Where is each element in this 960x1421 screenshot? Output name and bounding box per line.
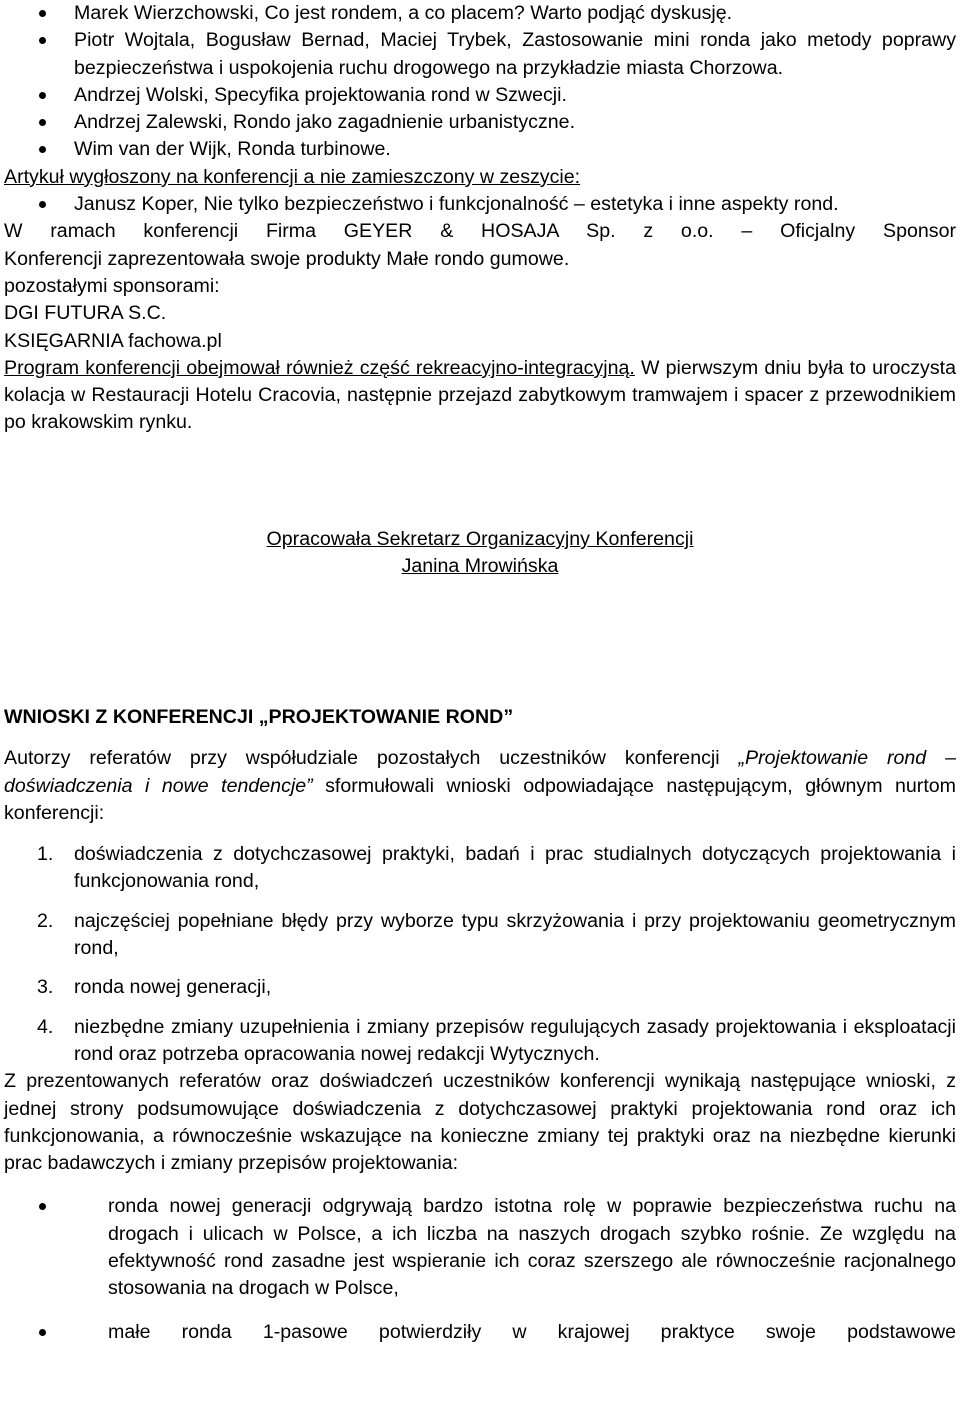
list-text: doświadczenia z dotychczasowej praktyki, badań i prac studialnych dotyczących projektowania i funkcjonowania rond, (74, 843, 956, 893)
list-item: Wim van der Wijk, Ronda turbinowe. (4, 136, 956, 163)
list-item (4, 974, 956, 1001)
program-rest: W pierwszym dniu była to uroczysta kolacja w Restauracji Hotelu Cracovia, następnie przejazd zabytkowym tramwajem i spacer z przewodnikiem po krakowskim rynku. (4, 356, 956, 434)
summary-paragraph: Z prezentowanych referatów oraz doświadczeń uczestników konferencji wynikają następujące wnioski, z jednej strony podsumowujące doświadczenia z dotychczasowej praktyki projektowania rond oraz ich funkcjonowania, a równocześnie wskazujące na konieczne zmiany tej praktyki oraz na niezbędne kierunki prac badawczych i zmiany przepisów projektowania: (4, 1070, 956, 1175)
signature-line-1: Opracowała Sekretarz Organizacyjny Konferencji (266, 528, 694, 550)
list-item (4, 1014, 956, 1069)
list-number: 3. (37, 976, 54, 999)
conclusions-numbered-list (4, 841, 956, 1068)
signature-block (4, 526, 956, 581)
intro-before: Autorzy referatów przy współudziale pozostałych uczestników konferencji (4, 747, 739, 770)
list-item (4, 841, 956, 896)
list-item (4, 908, 956, 963)
list-item: Janusz Koper, Nie tylko bezpieczeństwo i funkcjonalność – estetyka i inne aspekty rond. (4, 191, 956, 218)
intro-after: sformułowali wnioski odpowiadające następującym, głównym nurtom konferencji: (4, 774, 956, 824)
program-paragraph (4, 355, 956, 437)
list-text: niezbędne zmiany uzupełnienia i zmiany przepisów regulujących zasady projektowania i eksploatacji rond oraz potrzeba opracowania nowej redakcji Wytycznych. (74, 1015, 956, 1065)
conclusions-intro (4, 745, 956, 827)
list-text: ronda nowej generacji, (74, 976, 272, 999)
signature-line-2: Janina Mrowińska (401, 555, 559, 578)
list-number: 4. (37, 1015, 54, 1038)
list-item: ronda nowej generacji odgrywają bardzo istotna rolę w poprawie bezpieczeństwa ruchu na drogach i ulicach w Polsce, a ich liczba na naszych drogach szybko rośnie. Ze względu na efektywność rond zasadne jest wspieranie ich coraz szerszego ale równocześnie racjonalnego stosowania na drogach w Polsce, (4, 1193, 956, 1302)
list-number: 1. (37, 843, 54, 866)
program-underlined: Program konferencji obejmował również część rekreacyjno-integracyjną. (4, 356, 635, 379)
conference-title-italic: „Projektowanie rond – doświadczenia i nowe tendencje” (4, 747, 956, 797)
references-list (4, 0, 956, 164)
other-sponsors-label: pozostałymi sponsorami: (4, 274, 220, 297)
list-item: Marek Wierzchowski, Co jest rondem, a co placem? Warto podjąć dyskusję. (4, 0, 956, 27)
list-item: Andrzej Zalewski, Rondo jako zagadnienie urbanistyczne. (4, 109, 956, 136)
references-list-block (4, 0, 956, 437)
unpublished-heading: Artykuł wygłoszony na konferencji a nie zamieszczony w zeszycie: (4, 165, 581, 188)
list-item: Andrzej Wolski, Specyfika projektowania rond w Szwecji. (4, 82, 956, 109)
unpublished-list (4, 191, 956, 218)
sponsor-name: KSIĘGARNIA fachowa.pl (4, 329, 222, 352)
list-item: Piotr Wojtala, Bogusław Bernad, Maciej Trybek, Zastosowanie mini ronda jako metody poprawy bezpieczeństwa i uspokojenia ruchu drogowego na przykładzie miasta Chorzowa. (4, 27, 956, 82)
conclusions-block (4, 704, 956, 1346)
conclusions-title: WNIOSKI Z KONFERENCJI „PROJEKTOWANIE ROND” (4, 706, 514, 728)
list-text: najczęściej popełniane błędy przy wyborze typu skrzyżowania i przy projektowaniu geometrycznym rond, (74, 909, 956, 960)
sponsor-line-2: Konferencji zaprezentowała swoje produkty Małe rondo gumowe. (4, 247, 570, 270)
findings-list (4, 1193, 956, 1345)
sponsor-line-1: W ramach konferencji Firma GEYER & HOSAJA Sp. z o.o. – Oficjalny Sponsor (4, 220, 956, 243)
list-item: małe ronda 1-pasowe potwierdziły w krajowej praktyce swoje podstawowe (4, 1319, 956, 1346)
sponsor-name: DGI FUTURA S.C. (4, 302, 167, 325)
list-number: 2. (37, 909, 54, 932)
